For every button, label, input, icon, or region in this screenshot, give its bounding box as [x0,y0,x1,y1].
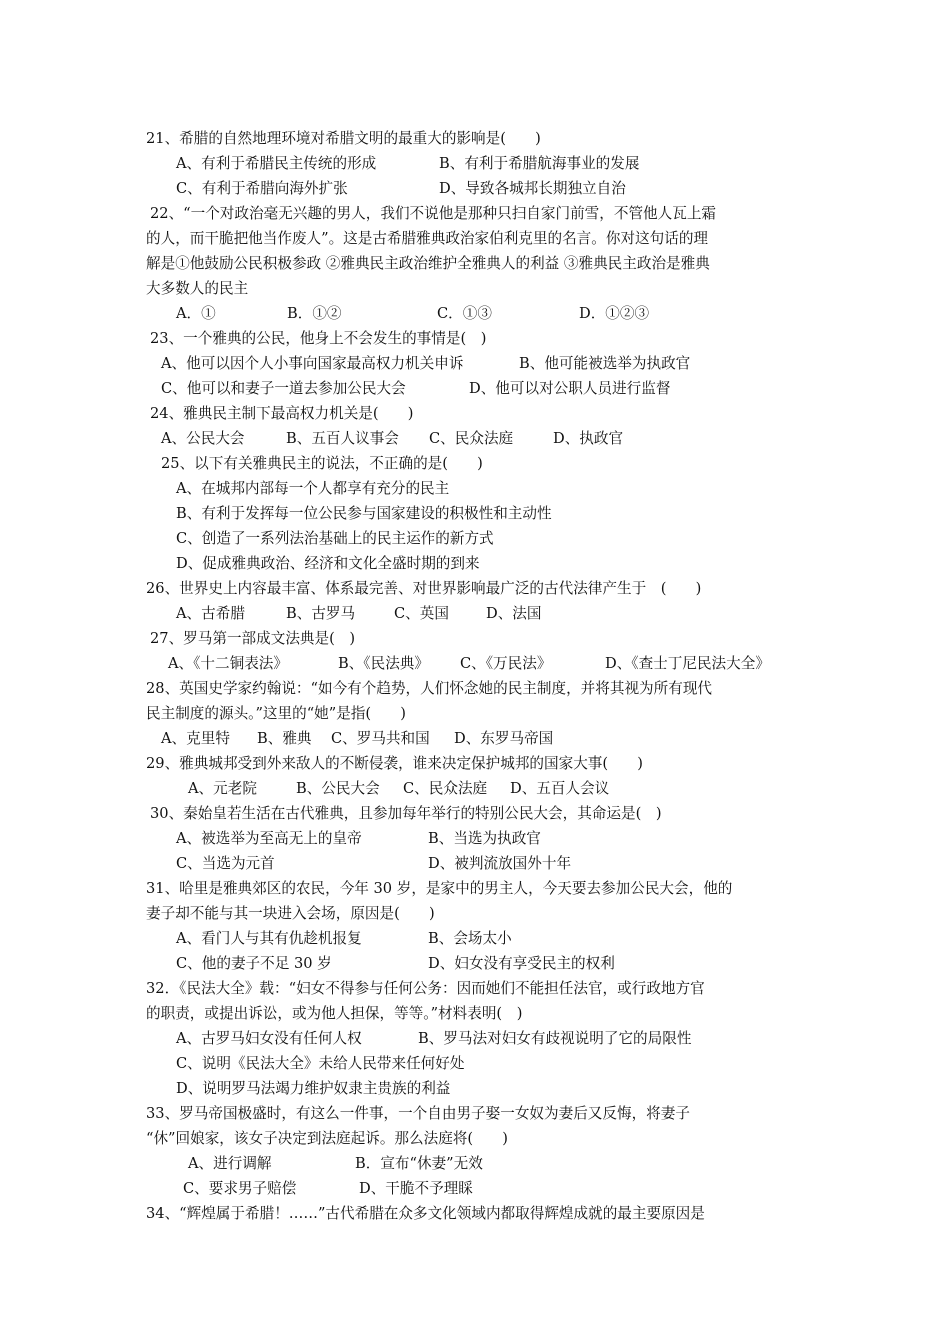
option-b: B、有利于希腊航海事业的发展 [439,155,640,172]
question-29-options [188,779,609,799]
question-32-stem-line1: 32．《民法大全》载：“妇女不得参与任何公务：因而她们不能担任法官，或行政地方官 [146,980,705,997]
question-33-options-row1 [188,1154,483,1174]
option-b: B、雅典 [257,730,312,747]
question-30-options-row2 [176,854,571,874]
question-21-stem: 21、希腊的自然地理环境对希腊文明的最重大的影响是( ) [146,130,541,147]
question-30-options-row1 [176,829,541,849]
option-d: D、《查士丁尼民法大全》 [605,655,770,672]
option-a: A、有利于希腊民主传统的形成 [176,155,377,172]
option-a: A、公民大会 [161,430,245,447]
question-28-stem-line2: 民主制度的源头。”这里的“她”是指( ) [146,705,406,722]
question-33-stem-line1: 33、罗马帝国极盛时，有这么一件事，一个自由男子娶一女奴为妻后又反悔，将妻子 [146,1105,690,1122]
question-26-options [176,604,541,624]
option-a: A、他可以因个人小事向国家最高权力机关申诉 [161,355,464,372]
option-b: B．宣布“休妻”无效 [355,1155,483,1172]
option-d: D、东罗马帝国 [454,730,554,747]
option-c: C、罗马共和国 [331,730,430,747]
option-a: A、古希腊 [176,605,245,622]
question-24-stem: 24、雅典民主制下最高权力机关是( ) [150,405,414,422]
question-22-stem-line2: 的人，而干脆把他当作废人”。这是古希腊雅典政治家伯利克里的名言。你对这句话的理 [146,230,709,247]
question-28-options [161,729,553,749]
question-21-options-row1 [176,154,639,174]
question-25-stem: 25、以下有关雅典民主的说法，不正确的是( ) [161,455,483,472]
option-c: C、民众法庭 [403,780,488,797]
question-21-options-row2 [176,179,626,199]
option-b: B、罗马法对妇女有歧视说明了它的局限性 [418,1030,692,1047]
question-22-stem-line1: 22、“一个对政治毫无兴趣的男人，我们不说他是那种只扫自家门前雪，不管他人瓦上霜 [150,205,717,222]
option-d: D、说明罗马法竭力维护奴隶主贵族的利益 [176,1080,451,1097]
option-d: D、被判流放国外十年 [428,855,572,872]
option-d: D．①②③ [579,305,650,322]
option-b: B、他可能被选举为执政官 [519,355,691,372]
option-b: B、有利于发挥每一位公民参与国家建设的积极性和主动性 [176,505,552,522]
question-26-stem: 26、世界史上内容最丰富、体系最完善、对世界影响最广泛的古代法律产生于 ( ) [146,580,702,597]
question-22-stem-line3: 解是①他鼓励公民积极参政 ②雅典民主政治维护全雅典人的利益 ③雅典民主政治是雅典 [146,255,710,272]
question-27-options [168,654,770,674]
option-c: C、要求男子赔偿 [183,1180,297,1197]
option-a: A、被选举为至高无上的皇帝 [176,830,362,847]
option-c: C、说明《民法大全》未给人民带来任何好处 [176,1055,465,1072]
question-22-stem-line4: 大多数人的民主 [146,280,249,297]
option-b: B、五百人议事会 [286,430,399,447]
option-b: B、《民法典》 [338,655,429,672]
option-c: C、有利于希腊向海外扩张 [176,180,348,197]
question-23-options-row2 [161,379,670,399]
question-22-options [176,304,649,324]
option-d: D、他可以对公职人员进行监督 [469,380,671,397]
option-c: C、当选为元首 [176,855,275,872]
question-31-options-row1 [176,929,512,949]
option-c: C、创造了一系列法治基础上的民主运作的新方式 [176,530,494,547]
option-d: D、促成雅典政治、经济和文化全盛时期的到来 [176,555,480,572]
option-a: A、古罗马妇女没有任何人权 [176,1030,362,1047]
question-31-options-row2 [176,954,615,974]
option-c: C、民众法庭 [429,430,514,447]
question-33-options-row2 [183,1179,473,1199]
option-a: A、《十二铜表法》 [168,655,288,672]
option-c: C、《万民法》 [460,655,552,672]
question-30-stem: 30、秦始皇若生活在古代雅典，且参加每年举行的特别公民大会，其命运是( ) [150,805,662,822]
question-29-stem: 29、雅典城邦受到外来敌人的不断侵袭，谁来决定保护城邦的国家大事( ) [146,755,643,772]
option-d: D、干脆不予理睬 [359,1180,473,1197]
option-a: A、看门人与其有仇趁机报复 [176,930,362,947]
option-a: A、元老院 [188,780,257,797]
option-a: A、进行调解 [188,1155,272,1172]
question-31-stem-line1: 31、哈里是雅典郊区的农民，今年 30 岁，是家中的男主人，今天要去参加公民大会，他的 [146,880,733,897]
option-d: D、五百人会议 [510,780,610,797]
option-b: B、当选为执政官 [428,830,541,847]
option-d: D、导致各城邦长期独立自治 [439,180,626,197]
option-b: B、公民大会 [296,780,380,797]
option-c: C、他可以和妻子一道去参加公民大会 [161,380,406,397]
option-b: B、古罗马 [286,605,356,622]
question-23-options-row1 [161,354,690,374]
question-34-stem: 34、“辉煌属于希腊！……”古代希腊在众多文化领域内都取得辉煌成就的最主要原因是 [146,1205,705,1222]
option-c: C、英国 [394,605,449,622]
option-d: D、执政官 [553,430,624,447]
option-b: B．①② [287,305,342,322]
question-27-stem: 27、罗马第一部成文法典是( ) [150,630,356,647]
option-d: D、妇女没有享受民主的权利 [428,955,615,972]
question-23-stem: 23、一个雅典的公民，他身上不会发生的事情是( ) [150,330,487,347]
question-31-stem-line2: 妻子却不能与其一块进入会场，原因是( ) [146,905,435,922]
option-a: A、在城邦内部每一个人都享有充分的民主 [176,480,450,497]
question-28-stem-line1: 28、英国史学家约翰说：“如今有个趋势，人们怀念她的民主制度，并将其视为所有现代 [146,680,713,697]
option-a: A．① [176,305,216,322]
question-32-stem-line2: 的职责，或提出诉讼，或为他人担保，等等。”材料表明( ) [146,1005,523,1022]
question-33-stem-line2: “休”回娘家，该女子决定到法庭起诉。那么法庭将( ) [146,1130,508,1147]
option-b: B、会场太小 [428,930,512,947]
option-d: D、法国 [486,605,542,622]
question-32-options-row1 [176,1029,691,1049]
option-a: A、克里特 [161,730,230,747]
question-24-options [161,429,623,449]
option-c: C、他的妻子不足 30 岁 [176,955,332,972]
option-c: C．①③ [437,305,492,322]
